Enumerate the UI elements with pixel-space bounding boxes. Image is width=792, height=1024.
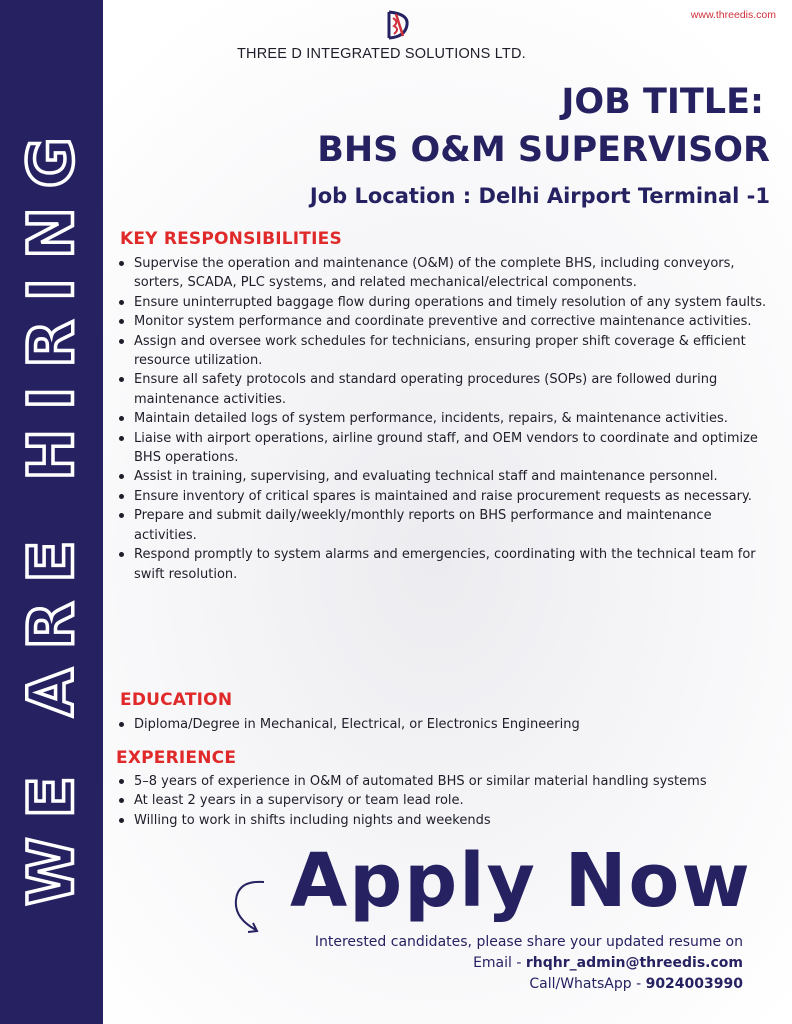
website-link[interactable]: www.threedis.com — [690, 9, 776, 21]
education-list — [116, 715, 776, 734]
list-item: Willing to work in shifts including nights and weekends — [116, 811, 776, 830]
list-item: Supervise the operation and maintenance (O&M) of the complete BHS, including conveyors, sorters, SCADA, PLC systems, and related mechanical/electrical components. — [116, 254, 776, 293]
experience-heading: EXPERIENCE — [116, 748, 237, 768]
responsibilities-heading: KEY RESPONSIBILITIES — [120, 229, 342, 249]
curved-arrow-icon — [224, 878, 274, 942]
we-are-hiring-text: WE ARE HIRING — [14, 118, 88, 906]
list-item: Prepare and submit daily/weekly/monthly reports on BHS performance and maintenance activities. — [116, 506, 776, 545]
list-item: At least 2 years in a supervisory or team lead role. — [116, 791, 776, 810]
list-item: Diploma/Degree in Mechanical, Electrical, or Electronics Engineering — [116, 715, 776, 734]
job-location: Job Location : Delhi Airport Terminal -1 — [309, 184, 770, 208]
sidebar-banner — [0, 0, 103, 1024]
phone-line — [529, 976, 743, 992]
list-item: Ensure all safety protocols and standard operating procedures (SOPs) are followed during maintenance activities. — [116, 370, 776, 409]
apply-now-heading: Apply Now — [290, 838, 752, 924]
job-title-label: JOB TITLE: — [561, 82, 764, 122]
experience-list — [116, 772, 776, 830]
list-item: Assign and oversee work schedules for technicians, ensuring proper shift coverage & efficient resource utilization. — [116, 332, 776, 371]
phone-label: Call/WhatsApp - — [529, 976, 646, 992]
list-item: Liaise with airport operations, airline ground staff, and OEM vendors to coordinate and optimize BHS operations. — [116, 429, 776, 468]
list-item: 5–8 years of experience in O&M of automated BHS or similar material handling systems — [116, 772, 776, 791]
list-item: Ensure inventory of critical spares is maintained and raise procurement requests as necessary. — [116, 487, 776, 506]
job-title: BHS O&M SUPERVISOR — [317, 130, 770, 170]
email-line — [473, 955, 743, 971]
company-name: THREE D INTEGRATED SOLUTIONS LTD. — [237, 46, 526, 62]
three-d-logo-icon — [383, 8, 413, 42]
list-item: Assist in training, supervising, and evaluating technical staff and maintenance personnel. — [116, 467, 776, 486]
responsibilities-list — [116, 254, 776, 584]
list-item: Maintain detailed logs of system performance, incidents, repairs, & maintenance activities. — [116, 409, 776, 428]
email-address[interactable]: rhqhr_admin@threedis.com — [525, 955, 743, 971]
list-item: Ensure uninterrupted baggage flow during operations and timely resolution of any system faults. — [116, 293, 776, 312]
list-item: Respond promptly to system alarms and emergencies, coordinating with the technical team for swift resolution. — [116, 545, 776, 584]
email-label: Email - — [473, 955, 526, 971]
phone-number[interactable]: 9024003990 — [645, 976, 743, 992]
apply-instructions: Interested candidates, please share your updated resume on — [314, 934, 743, 950]
education-heading: EDUCATION — [120, 690, 233, 710]
list-item: Monitor system performance and coordinate preventive and corrective maintenance activities. — [116, 312, 776, 331]
